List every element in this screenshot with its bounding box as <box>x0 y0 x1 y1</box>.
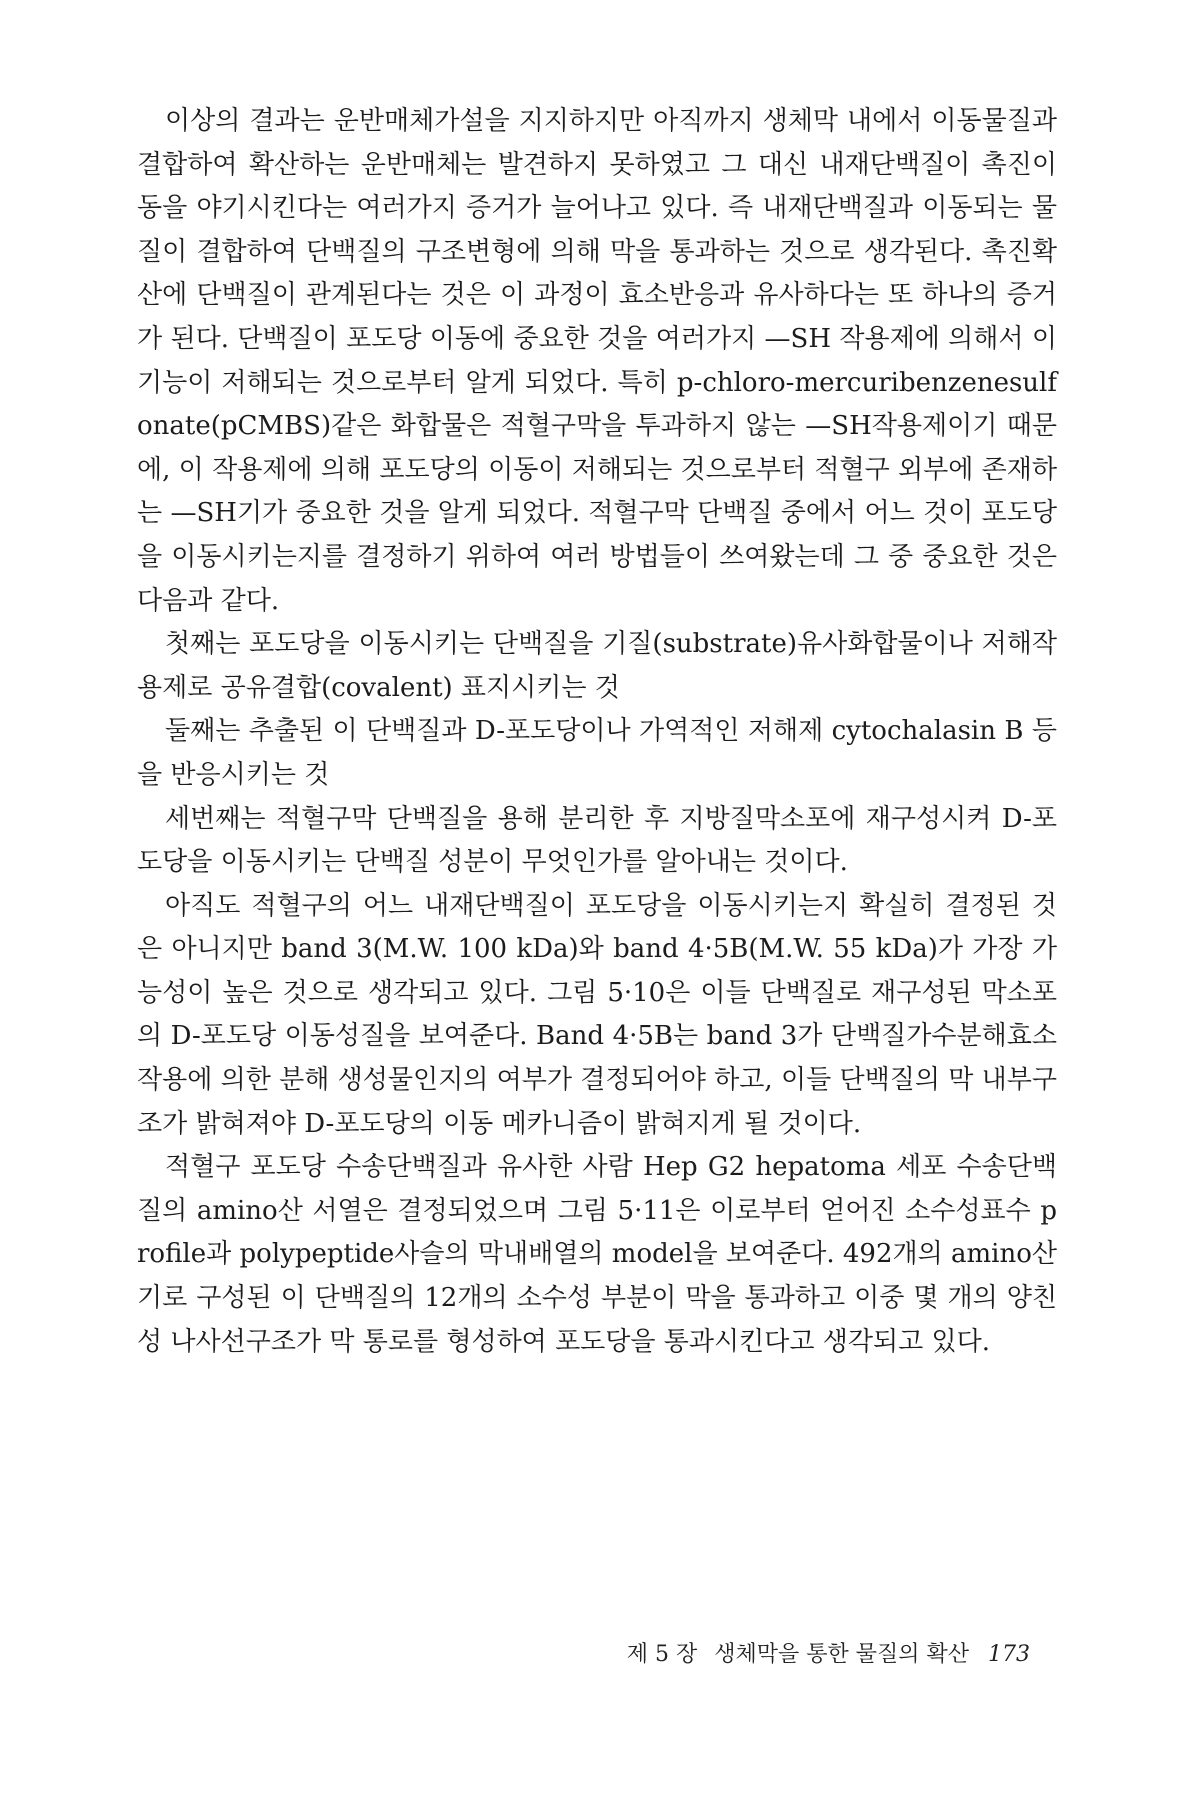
chapter-title: 생체막을 통한 물질의 확산 <box>714 1642 969 1667</box>
page-number: 173 <box>988 1642 1030 1667</box>
chapter-label: 제 5 장 <box>626 1642 698 1667</box>
paragraph-4: 세번째는 적혈구막 단백질을 용해 분리한 후 지방질막소포에 재구성시켜 D-포도당을 이동시키는 단백질 성분이 무엇인가를 알아내는 것이다. <box>137 803 1057 878</box>
paragraph-2: 첫째는 포도당을 이동시키는 단백질을 기질(substrate)유사화합물이나 저해작용제로 공유결합(covalent) 표지시키는 것 <box>137 629 1057 703</box>
page-footer <box>627 1640 1030 1670</box>
paragraph-3: 둘째는 추출된 이 단백질과 D-포도당이나 가역적인 저해제 cytochalasin B 등을 반응시키는 것 <box>137 716 1057 790</box>
paragraph-5: 아직도 적혈구의 어느 내재단백질이 포도당을 이동시키는지 확실히 결정된 것은 아니지만 band 3(M.W. 100 kDa)와 band 4·5B(M.W. 55 kDa)가 가장 가능성이 높은 것으로 생각되고 있다. 그림 5·10은 이들 단백질로 재구성된 막소포의 D-포도당 이동성질을 보여준다. Band 4·5B는 band 3가 단백질가수분해효소 작용에 의한 분해 생성물인지의 여부가 결정되어야 하고, 이들 단백질의 막 내부구조가 밝혀져야 D-포도당의 이동 메카니즘이 밝혀지게 될 것이다. <box>137 890 1057 1139</box>
paragraph-6: 적혈구 포도당 수송단백질과 유사한 사람 Hep G2 hepatoma 세포 수송단백질의 amino산 서열은 결정되었으며 그림 5·11은 이로부터 얻어진 소수성표수 profile과 polypeptide사슬의 막내배열의 model을 보여준다. 492개의 amino산기로 구성된 이 단백질의 12개의 소수성 부분이 막을 통과하고 이중 몇 개의 양친성 나사선구조가 막 통로를 형성하여 포도당을 통과시킨다고 생각되고 있다. <box>137 1152 1057 1357</box>
body-text <box>137 100 1057 1364</box>
paragraph-1: 이상의 결과는 운반매체가설을 지지하지만 아직까지 생체막 내에서 이동물질과 결합하여 확산하는 운반매체는 발견하지 못하였고 그 대신 내재단백질이 촉진이동을 야기시킨다는 여러가지 증거가 늘어나고 있다. 즉 내재단백질과 이동되는 물질이 결합하여 단백질의 구조변형에 의해 막을 통과하는 것으로 생각된다. 촉진확산에 단백질이 관계된다는 것은 이 과정이 효소반응과 유사하다는 또 하나의 증거가 된다. 단백질이 포도당 이동에 중요한 것을 여러가지 —SH 작용제에 의해서 이 기능이 저해되는 것으로부터 알게 되었다. 특히 p-chloro-mercuribenzenesulfonate(pCMBS)같은 화합물은 적혈구막을 투과하지 않는 —SH작용제이기 때문에, 이 작용제에 의해 포도당의 이동이 저해되는 것으로부터 적혈구 외부에 존재하는 —SH기가 중요한 것을 알게 되었다. 적혈구막 단백질 중에서 어느 것이 포도당을 이동시키는지를 결정하기 위하여 여러 방법들이 쓰여왔는데 그 중 중요한 것은 다음과 같다. <box>137 106 1057 616</box>
